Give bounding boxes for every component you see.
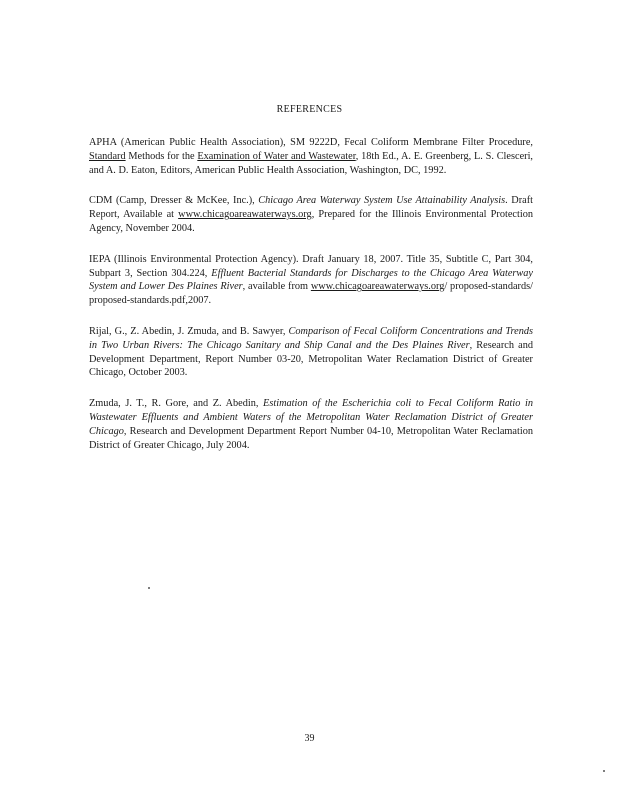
reference-entry — [89, 325, 533, 380]
reference-text: Methods for the — [125, 150, 198, 162]
scan-speck — [148, 587, 150, 589]
reference-entry — [89, 194, 533, 235]
reference-underlined-text: Examination of Water and Wastewater — [197, 150, 356, 162]
reference-text: , Prepared for the Illinois Environmental Protection Agency, November 2004. — [89, 209, 534, 234]
reference-underlined-text: Standard — [89, 150, 126, 162]
reference-entry — [89, 136, 533, 177]
reference-text: APHA (American Public Health Association), SM 9222D, Fecal Coliform Membrane Filter Procedure, — [89, 137, 533, 148]
reference-text: , Research and Development Department Report Number 04-10, Metropolitan Water Reclamation District of Greater Chicago, July 2004. — [89, 425, 533, 451]
references-list — [89, 136, 533, 469]
scan-speck — [603, 770, 605, 772]
reference-text: , available from — [242, 281, 311, 293]
reference-underlined-text: www.chicagoareawaterways.org — [310, 281, 445, 293]
reference-title: Comparison of Fecal Coliform Concentrations and Trends in Two Urban Rivers: The Chicago Sanitary and Ship Canal and the Des Plaines River — [89, 325, 533, 351]
reference-text: , Research and Development Department, Report Number 03-20, Metropolitan Water Reclamation District of Greater Chicago, October 2003. — [89, 339, 533, 379]
reference-text: , 18th Ed., A. E. Greenberg, L. S. Clesceri, and A. D. Eaton, Editors, American Public Health Association, Washington, DC, 1992. — [89, 150, 534, 176]
reference-title: Estimation of the Escherichia coli to Fecal Coliform Ratio in Wastewater Effluents and Ambient Waters of the Metropolitan Water Reclamation District of Greater Chicago — [89, 398, 533, 437]
reference-entry — [89, 397, 533, 452]
reference-title: Chicago Area Waterway System Use Attainability Analysis — [258, 195, 506, 207]
reference-title: Effluent Bacterial Standards for Discharges to the Chicago Area Waterway System and Lower Des Plaines River — [89, 267, 533, 293]
reference-text: / proposed-standards/ proposed-standards.pdf,2007. — [89, 281, 533, 307]
reference-entry — [89, 253, 533, 308]
page-number: 39 — [304, 733, 315, 744]
reference-text: Zmuda, J. T., R. Gore, and Z. Abedin, — [89, 398, 264, 410]
reference-text: CDM (Camp, Dresser & McKee, Inc.), — [89, 195, 259, 207]
reference-text: . Draft Report, Available at — [89, 195, 533, 221]
reference-text: IEPA (Illinois Environmental Protection Agency). Draft January 18, 2007. Title 35, Subtitle C, Part 304, Subpart 3, Section 304.224, — [89, 253, 533, 279]
reference-text: Rijal, G., Z. Abedin, J. Zmuda, and B. Sawyer, — [89, 325, 289, 337]
reference-underlined-text: www.chicagoareawaterways.org — [178, 209, 312, 221]
references-heading: REFERENCES — [276, 104, 343, 115]
